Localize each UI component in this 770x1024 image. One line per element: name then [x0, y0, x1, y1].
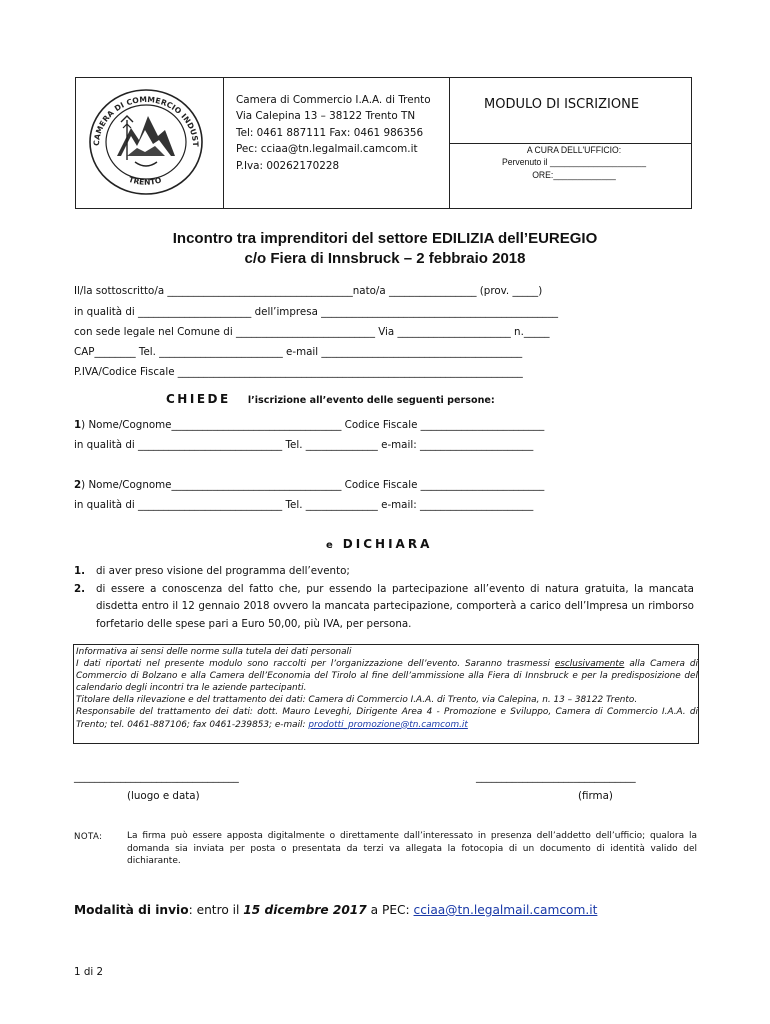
person-1-role-contact[interactable]: in qualità di ____________________________ Tel. ______________ e-mail: ______________________	[74, 439, 534, 451]
org-name: Camera di Commercio I.A.A. di Trento	[236, 94, 431, 106]
declaration-text: di aver preso visione del programma dell’evento;	[96, 565, 350, 577]
submission-pec-prefix: a PEC:	[366, 903, 414, 917]
submission-label: Modalità di invio	[74, 903, 189, 917]
declaration-text: di essere a conoscenza del fatto che, pur essendo la partecipazione all’evento di natura gratuita, la mancata disdetta entro il 12 gennaio 2018 ovvero la mancata partecipazione, comporterà a carico dell’Impresa un rimborso forfetario delle spese pari a Euro 50,00, più IVA, per persona.	[96, 582, 694, 630]
signature-label: (firma)	[578, 790, 613, 802]
header-divider-left	[223, 78, 224, 208]
person-1-line1: ) Nome/Cognome_________________________________ Codice Fiscale ________________________	[81, 419, 545, 431]
place-date-line[interactable]: ________________________________	[74, 771, 239, 783]
privacy-paragraph-3	[76, 706, 698, 730]
privacy-heading: Informativa ai sensi delle norme sulla tutela dei dati personali	[76, 647, 352, 657]
svg-text:TRENTO	[128, 175, 163, 187]
organization-info	[236, 92, 431, 174]
org-pec: Pec: cciaa@tn.legalmail.camcom.it	[236, 143, 418, 156]
privacy-text: Responsabile del trattamento dei dati: dott. Mauro Leveghi, Dirigente Area 4 - Promozione e Sviluppo, Camera di Commercio I.A.A. di Trento; tel. 0461-887106; fax 0461-239853; e-mail:	[76, 707, 698, 730]
seal-text-bottom: TRENTO	[127, 174, 163, 187]
person-1-name-fiscal[interactable]	[74, 419, 544, 431]
person-2-name-fiscal[interactable]	[74, 479, 544, 491]
privacy-emphasis: esclusivamente	[554, 659, 625, 670]
event-subtitle: c/o Fiera di Innsbruck – 2 febbraio 2018	[244, 250, 526, 267]
declaration-item	[74, 581, 694, 634]
event-title: Incontro tra imprenditori del settore EDILIZIA dell’EUREGIO	[172, 230, 598, 247]
privacy-notice	[76, 646, 698, 731]
declarations-list	[74, 563, 694, 633]
seal-text-top: CAMERA DI COMMERCIO INDUST	[91, 94, 201, 148]
chiede-text: l’iscrizione all’evento delle seguenti persone:	[247, 395, 495, 406]
person-2-role-contact[interactable]: in qualità di ____________________________ Tel. ______________ e-mail: ______________________	[74, 499, 534, 511]
person-2-number: 2	[74, 479, 82, 491]
received-date-field: Pervenuto il ____________________	[501, 157, 647, 169]
org-vat: P.Iva: 00262170228	[236, 159, 340, 172]
declaration-item	[74, 563, 694, 581]
field-undersigned[interactable]: Il/la sottoscritto/a ____________________________________nato/a _________________ (prov. _____)	[74, 285, 543, 297]
field-cap-tel-email[interactable]: CAP________ Tel. ________________________ e-mail _______________________________________	[74, 346, 523, 358]
privacy-paragraph-1	[76, 658, 698, 694]
org-phone: Tel: 0461 887111 Fax: 0461 986356	[236, 126, 424, 139]
submission-text: : entro il	[188, 903, 244, 917]
chiede-label: CHIEDE	[166, 392, 231, 406]
pec-email-link[interactable]: cciaa@tn.legalmail.camcom.it	[413, 903, 598, 917]
org-address: Via Calepina 13 – 38122 Trento TN	[236, 110, 416, 123]
chamber-seal-logo	[85, 86, 207, 198]
signature-line[interactable]: _______________________________	[476, 771, 636, 783]
field-vat-fiscal-code[interactable]: P.IVA/Codice Fiscale ___________________________________________________________________	[74, 366, 523, 378]
field-role-company[interactable]: in qualità di ______________________ dell’impresa ______________________________________________	[74, 306, 558, 318]
privacy-paragraph-2: Titolare della rilevazione e del trattamento dei dati: Camera di Commercio I.A.A. di Trento, via Calepina, n. 13 – 38122 Trento.	[76, 695, 638, 706]
note-text: La firma può essere apposta digitalmente o direttamente dall’interessato in presenza dell’addetto dell’ufficio; qualora la domanda sia inviata per posta o presentata da terzi va allegata la fotocopia di un documento di identità valido del dichiarante.	[127, 831, 697, 867]
office-use-heading: A CURA DELL'UFFICIO:	[526, 145, 622, 156]
form-title: MODULO DI ISCRIZIONE	[484, 97, 640, 112]
chiede-heading	[166, 388, 495, 407]
header-divider-horizontal	[449, 143, 691, 144]
place-date-label: (luogo e data)	[127, 790, 200, 802]
person-1-number: 1	[74, 419, 82, 431]
dichiara-label: DICHIARA	[342, 537, 433, 551]
person-2-line1: ) Nome/Cognome_________________________________ Codice Fiscale ________________________	[81, 479, 545, 491]
page-number: 1 di 2	[74, 966, 104, 978]
submission-method	[74, 903, 597, 917]
received-time-field: ORE:_____________	[532, 169, 616, 181]
dichiara-conjunction: e	[326, 540, 333, 551]
note-label: NOTA:	[74, 832, 103, 842]
declaration-number: 1.	[74, 565, 86, 577]
privacy-text: I dati riportati nel presente modulo sono raccolti per l’organizzazione dell’evento. Saranno trasmessi	[76, 659, 555, 670]
privacy-email-link[interactable]: prodotti_promozione@tn.camcom.it	[308, 719, 468, 730]
declaration-number: 2.	[74, 582, 86, 595]
submission-deadline: 15 dicembre 2017	[243, 903, 367, 917]
office-use-block	[473, 145, 675, 182]
field-registered-office[interactable]: con sede legale nel Comune di ___________________________ Via ______________________ n._____	[74, 326, 550, 338]
dichiara-heading	[326, 533, 432, 552]
privacy-text: alla Camera di Commercio di Bolzano e alla Camera dell’Economia del Tirolo al fine dell’ammissione alla Fiera di Innsbruck e per la predisposizione del calendario degli incontri tra le aziende partecipanti.	[76, 659, 698, 694]
